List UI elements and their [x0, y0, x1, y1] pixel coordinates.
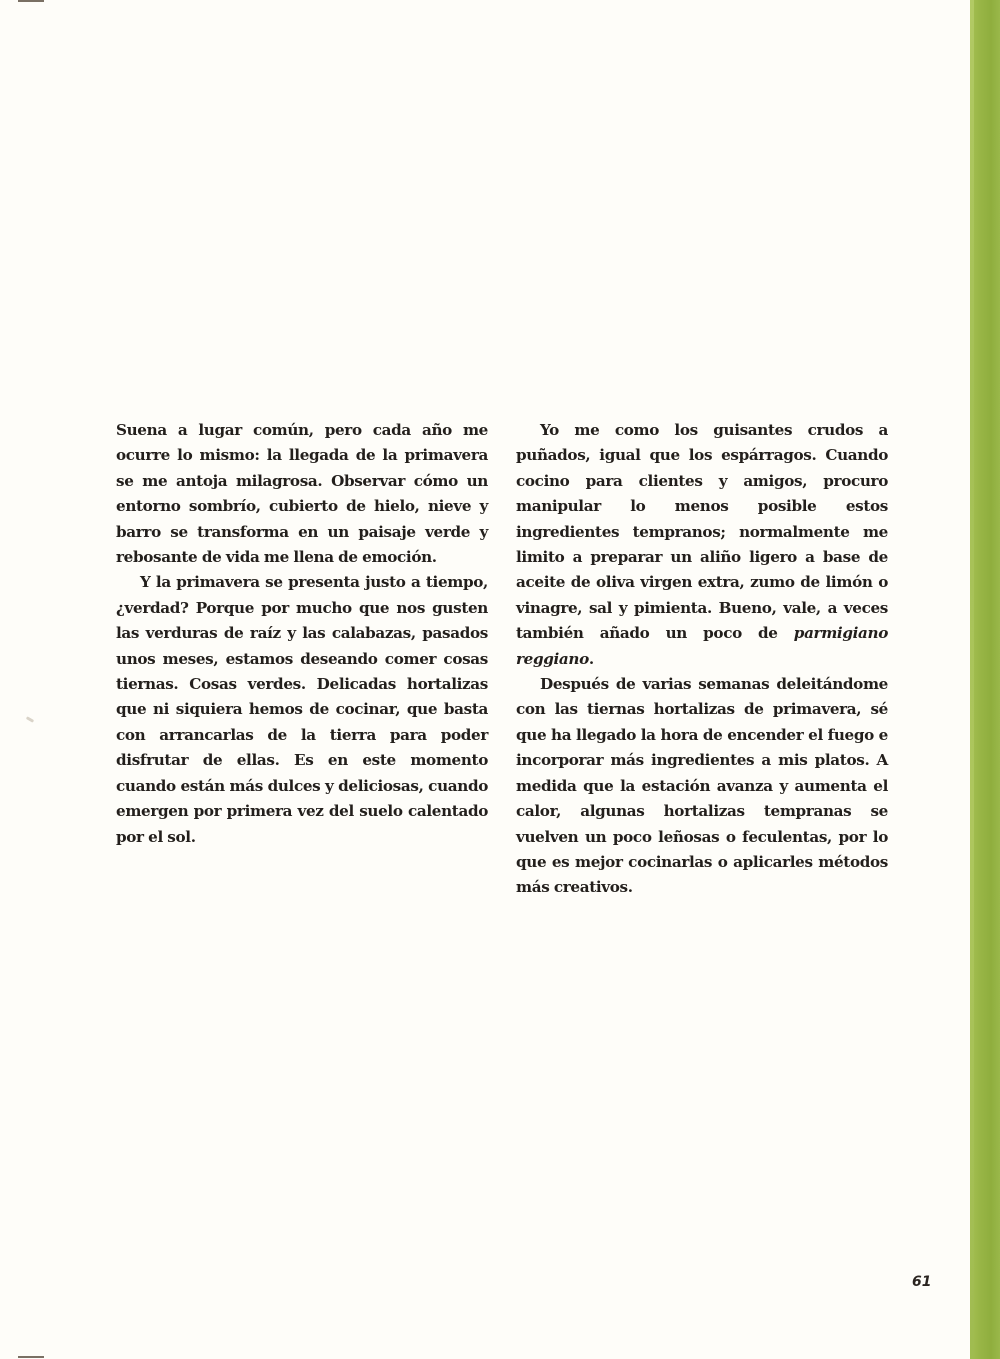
- paragraph-peas-end: .: [588, 649, 594, 668]
- paragraph-peas-text: Yo me como los guisantes crudos a puñados, igual que los espárragos. Cuando cocino para clientes y amigos, procuro manipular lo menos posible estos ingredientes tempranos; normalmente me limito a preparar un aliño ligero a base de aceite de oliva virgen extra, zumo de limón o vinagre, sal y pimienta. Bueno, vale, a veces también añado un poco de: [516, 421, 888, 643]
- text-column-left: [116, 418, 488, 850]
- parmigiano-italic: parmigiano reggiano: [516, 624, 888, 668]
- paragraph-peas: [516, 418, 888, 672]
- crop-mark-bottom: [18, 1356, 44, 1358]
- paragraph-intro: Suena a lugar común, pero cada año me ocurre lo mismo: la llegada de la primavera se me antoja milagrosa. Observar cómo un entorno sombrío, cubierto de hielo, nieve y barro se transforma en un paisaje verde y rebosante de vida me llena de emoción.: [116, 421, 488, 567]
- paragraph-spring: Y la primavera se presenta justo a tiempo, ¿verdad? Porque por mucho que nos gusten las verduras de raíz y las calabazas, pasados unos meses, estamos deseando comer cosas tiernas. Cosas verdes. Delicadas hortalizas que ni siquiera hemos de cocinar, que basta con arrancarlas de la tierra para poder disfrutar de ellas. Es en este momento cuando están más dulces y deliciosas, cuando emergen por primera vez del suelo calentado por el sol.: [116, 573, 488, 846]
- paper-speck: [26, 716, 34, 723]
- crop-mark-top: [18, 0, 44, 2]
- green-page-edge: [970, 0, 1000, 1359]
- text-column-right: [516, 418, 888, 901]
- paragraph-weeks: Después de varias semanas deleitándome con las tiernas hortalizas de primavera, sé que ha llegado la hora de encender el fuego e incorporar más ingredientes a mis platos. A medida que la estación avanza y aumenta el calor, algunas hortalizas tempranas se vuelven un poco leñosas o feculentas, por lo que es mejor cocinarlas o aplicarles métodos más creativos.: [516, 675, 888, 897]
- page-number: 61: [912, 1274, 932, 1290]
